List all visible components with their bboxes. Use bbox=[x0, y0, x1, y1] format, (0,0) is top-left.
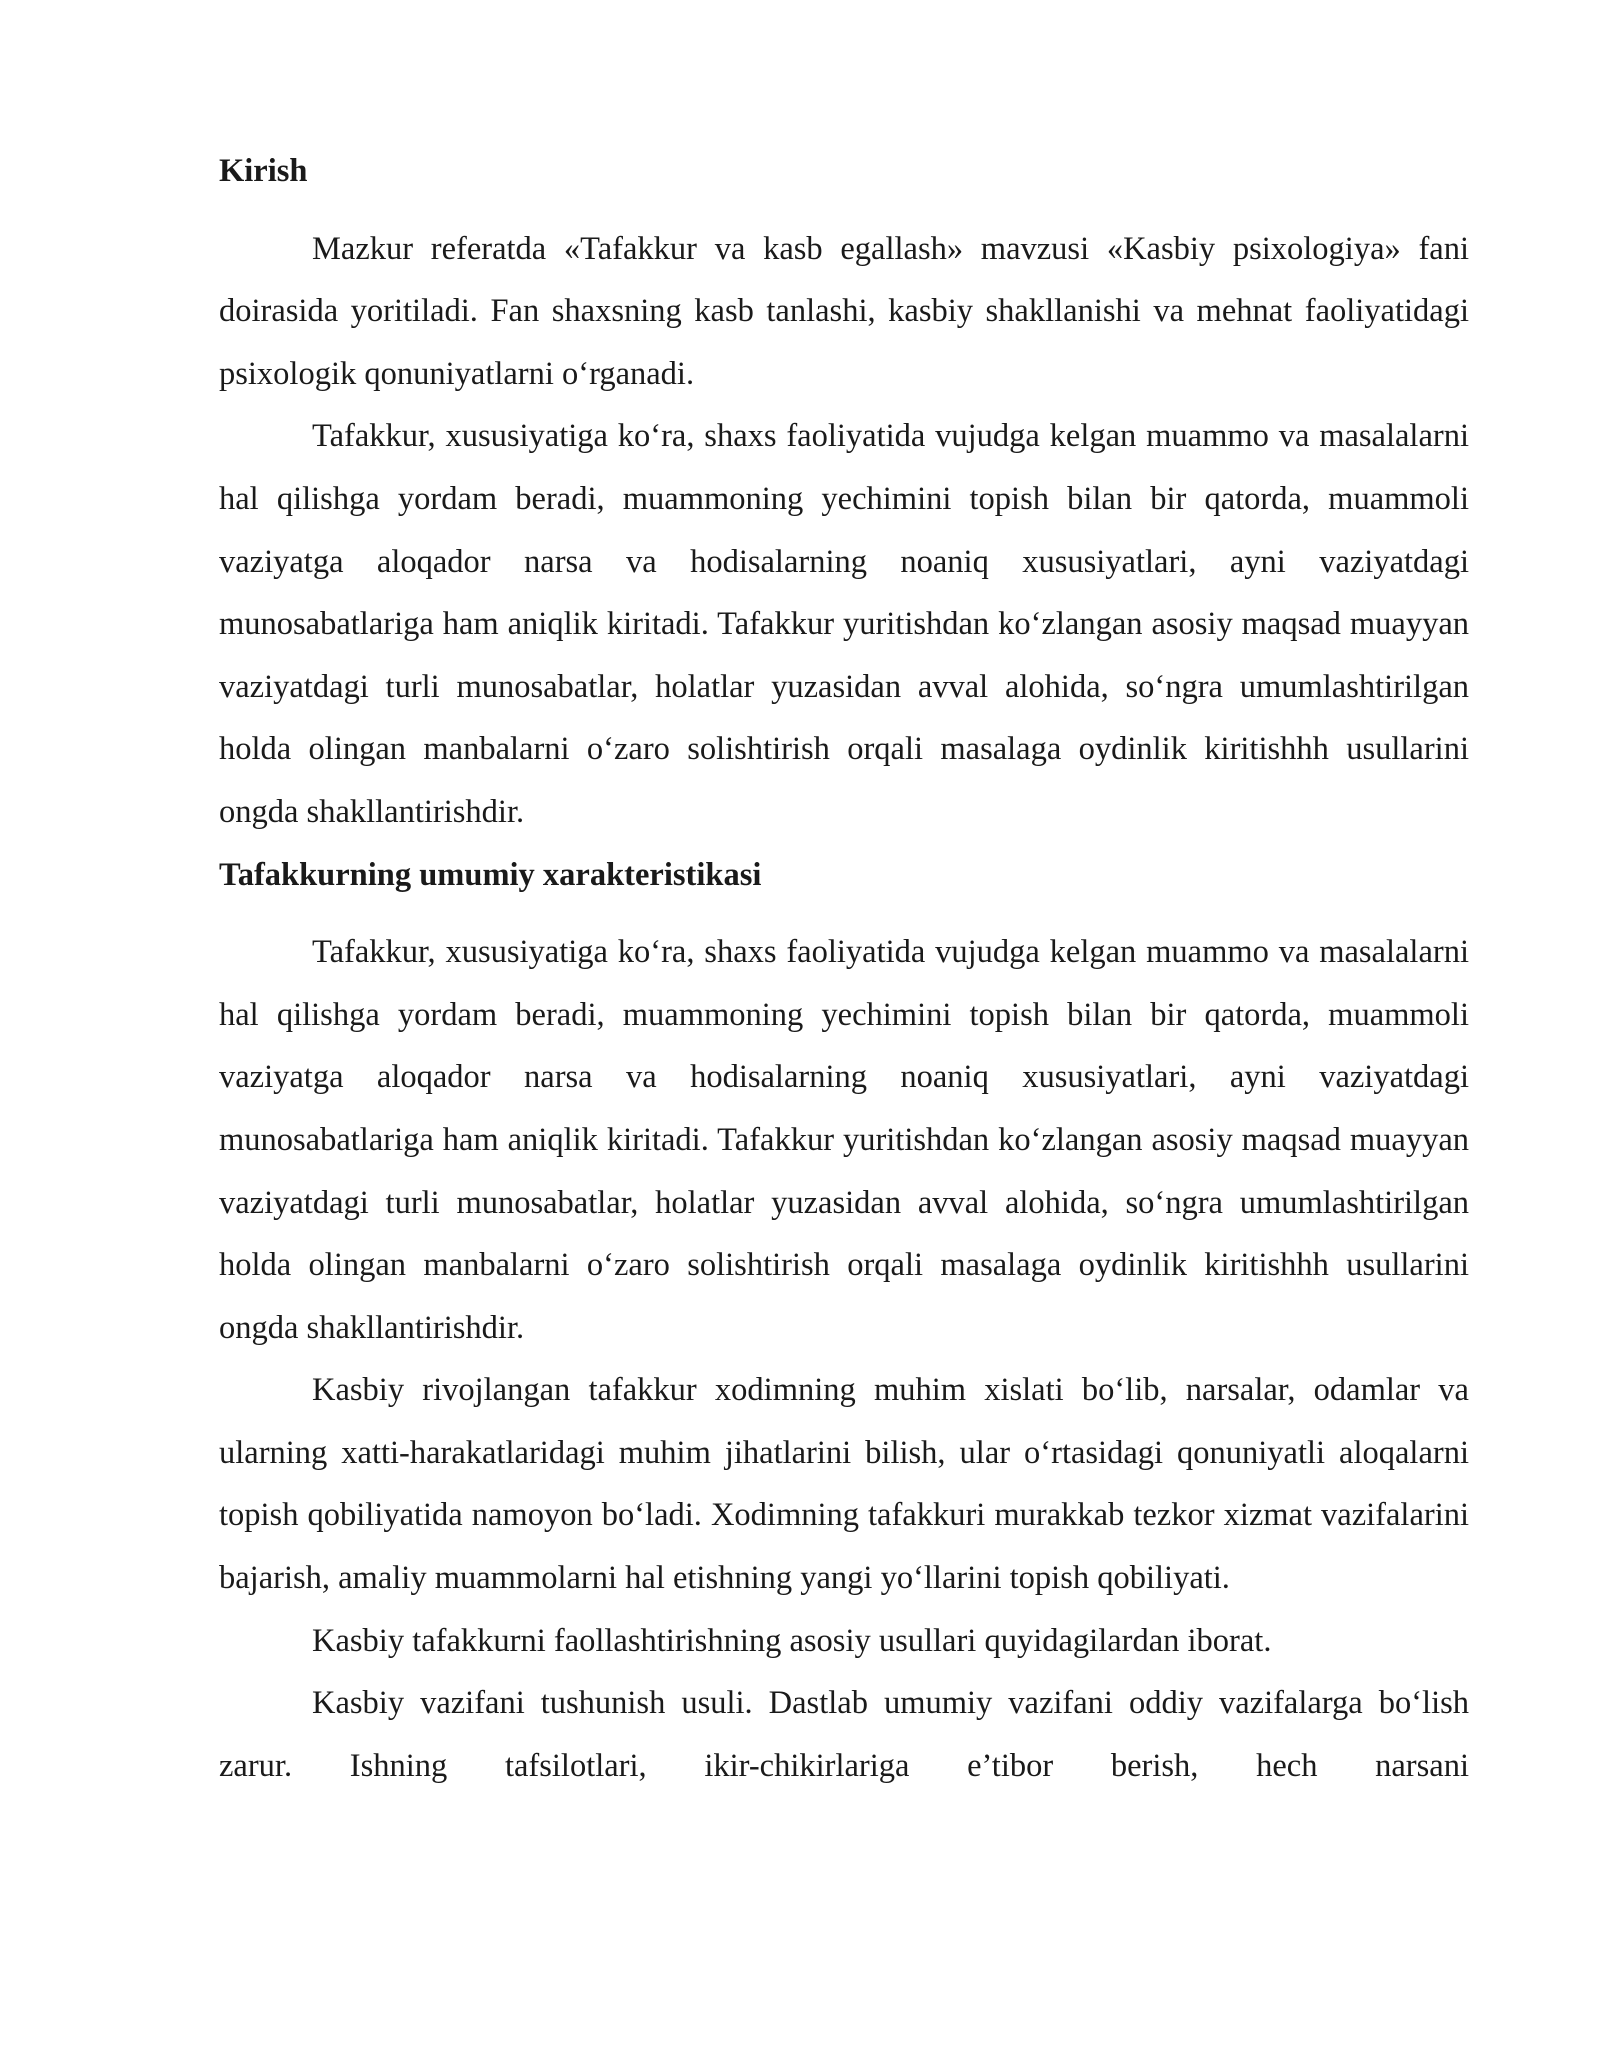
paragraph-section-4: Kasbiy vazifani tushunish usuli. Dastlab umumiy vazifani oddiy vazifalarga bo‘lish zarur. Ishning tafsilotlari, ikir-chikirlariga e’tibor berish, hech narsani bbox=[219, 1685, 1469, 1784]
paragraph-intro-1: Mazkur referatda «Tafakkur va kasb egallash» mavzusi «Kasbiy psixologiya» fani doirasida yoritiladi. Fan shaxsning kasb tanlashi, kasbiy shakllanishi va mehnat faoliyatidagi psixologik qonuniyatlarni o‘rganadi. bbox=[219, 230, 1469, 392]
paragraph-intro-2: Tafakkur, xususiyatiga ko‘ra, shaxs faoliyatida vujudga kelgan muammo va masalalarni hal qilishga yordam beradi, muammoning yechimini topish bilan bir qatorda, muammoli vaziyatga aloqador narsa va hodisalarning noaniq xususiyatlari, ayni vaziyatdagi munosabatlariga ham aniqlik kiritadi. Tafakkur yuritishdan ko‘zlangan asosiy maqsad muayyan vaziyatdagi turli munosabatlar, holatlar yuzasidan avval alohida, so‘ngra umumlashtirilgan holda olingan manbalarni o‘zaro solishtirish orqali masalaga oydinlik kiritishhh usullarini ongda shakllantirishdir. bbox=[219, 418, 1469, 830]
heading-kirish: Kirish bbox=[219, 153, 308, 189]
paragraph-section-1: Tafakkur, xususiyatiga ko‘ra, shaxs faoliyatida vujudga kelgan muammo va masalalarni hal qilishga yordam beradi, muammoning yechimini topish bilan bir qatorda, muammoli vaziyatga aloqador narsa va hodisalarning noaniq xususiyatlari, ayni vaziyatdagi munosabatlariga ham aniqlik kiritadi. Tafakkur yuritishdan ko‘zlangan asosiy maqsad muayyan vaziyatdagi turli munosabatlar, holatlar yuzasidan avval alohida, so‘ngra umumlashtirilgan holda olingan manbalarni o‘zaro solishtirish orqali masalaga oydinlik kiritishhh usullarini ongda shakllantirishdir. bbox=[219, 934, 1469, 1346]
paragraph-section-2: Kasbiy rivojlangan tafakkur xodimning muhim xislati bo‘lib, narsalar, odamlar va ularning xatti-harakatlaridagi muhim jihatlarini bilish, ular o‘rtasidagi qonuniyatli aloqalarni topish qobiliyatida namoyon bo‘ladi. Xodimning tafakkuri murakkab tezkor xizmat vazifalarini bajarish, amaliy muammolarni hal etishning yangi yo‘llarini topish qobiliyati. bbox=[219, 1372, 1469, 1597]
document-page bbox=[219, 140, 1469, 1797]
heading-section: Tafakkurning umumiy xarakteristikasi bbox=[219, 856, 762, 893]
paragraph-section-3: Kasbiy tafakkurni faollashtirishning asosiy usullari quyidagilardan iborat. bbox=[312, 1622, 1272, 1659]
